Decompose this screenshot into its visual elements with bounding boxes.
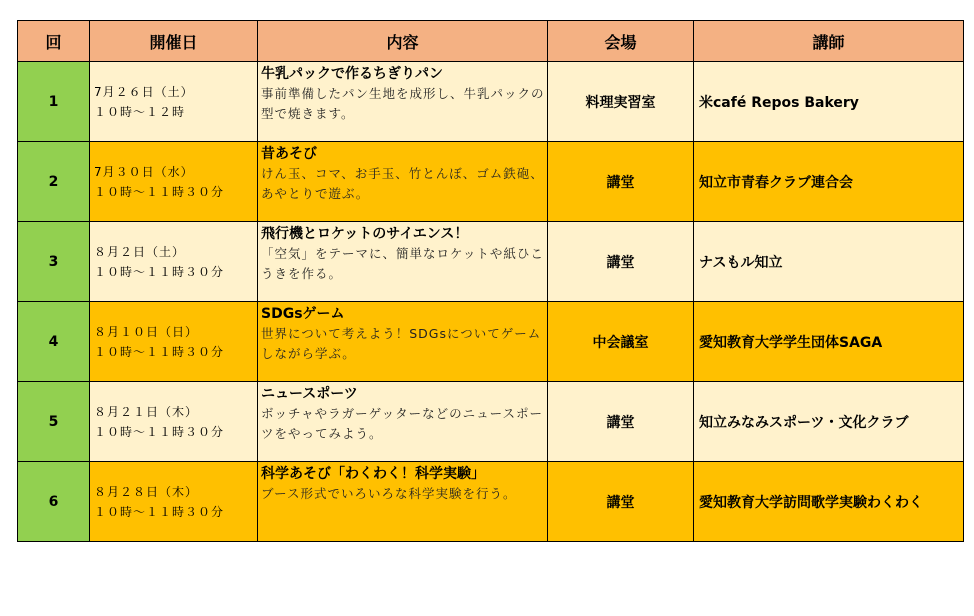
row-content (258, 382, 548, 462)
header-content: 内容 (258, 21, 548, 62)
row-instructor: 米café Repos Bakery (694, 62, 964, 142)
table-row (18, 462, 964, 542)
table-row (18, 62, 964, 142)
row-date (90, 62, 258, 142)
content-description: 事前準備したパン生地を成形し、牛乳パックの型で焼きます。 (261, 86, 545, 121)
row-instructor: 知立市青春クラブ連合会 (694, 142, 964, 222)
header-round: 回 (18, 21, 90, 62)
time-text: １０時～１１時３０分 (94, 264, 225, 279)
content-title: ニュースポーツ (261, 386, 358, 402)
date-text: 7月２６日（土） (94, 84, 194, 99)
row-date (90, 302, 258, 382)
table-row (18, 142, 964, 222)
content-title: SDGsゲーム (261, 306, 345, 322)
date-text: ８月１０日（日） (94, 324, 199, 339)
row-venue: 料理実習室 (548, 62, 694, 142)
row-venue: 講堂 (548, 382, 694, 462)
row-date (90, 222, 258, 302)
table-row (18, 302, 964, 382)
row-content (258, 462, 548, 542)
time-text: １０時～１１時３０分 (94, 184, 225, 199)
row-instructor: ナスもル知立 (694, 222, 964, 302)
header-venue: 会場 (548, 21, 694, 62)
schedule-table (17, 20, 964, 542)
row-number: 6 (18, 462, 90, 542)
row-content (258, 302, 548, 382)
content-description: けん玉、コマ、お手玉、竹とんぼ、ゴム鉄砲、あやとりで遊ぶ。 (261, 166, 544, 201)
row-content (258, 142, 548, 222)
time-text: １０時～１１時３０分 (94, 424, 225, 439)
time-text: １０時～１２時 (94, 104, 186, 119)
content-description: ボッチャやラガーゲッターなどのニュースポーツをやってみよう。 (261, 406, 544, 441)
row-date (90, 462, 258, 542)
date-text: ８月２８日（木） (94, 484, 199, 499)
content-title: 科学あそび「わくわく！科学実験」 (261, 466, 485, 482)
row-instructor: 愛知教育大学訪問歌学実験わくわく (694, 462, 964, 542)
row-number: 4 (18, 302, 90, 382)
header-row (18, 21, 964, 62)
row-venue: 中会議室 (548, 302, 694, 382)
row-number: 5 (18, 382, 90, 462)
row-number: 3 (18, 222, 90, 302)
content-description: 世界について考えよう！SDGsについてゲームしながら学ぶ。 (261, 326, 542, 361)
row-venue: 講堂 (548, 222, 694, 302)
row-date (90, 142, 258, 222)
content-title: 飛行機とロケットのサイエンス！ (261, 226, 469, 242)
header-instructor: 講師 (694, 21, 964, 62)
content-title: 牛乳パックで作るちぎりパン (261, 66, 443, 82)
table-row (18, 222, 964, 302)
content-description: 「空気」をテーマに、簡単なロケットや紙ひこうきを作る。 (261, 246, 544, 281)
row-venue: 講堂 (548, 142, 694, 222)
row-content (258, 62, 548, 142)
row-number: 2 (18, 142, 90, 222)
date-text: ８月２日（土） (94, 244, 186, 259)
time-text: １０時～１１時３０分 (94, 504, 225, 519)
content-description: ブース形式でいろいろな科学実験を行う。 (261, 486, 517, 501)
row-instructor: 愛知教育大学学生団体SAGA (694, 302, 964, 382)
row-number: 1 (18, 62, 90, 142)
table-row (18, 382, 964, 462)
row-content (258, 222, 548, 302)
date-text: ８月２１日（木） (94, 404, 199, 419)
row-instructor: 知立みなみスポーツ・文化クラブ (694, 382, 964, 462)
row-venue: 講堂 (548, 462, 694, 542)
row-date (90, 382, 258, 462)
date-text: 7月３０日（水） (94, 164, 194, 179)
time-text: １０時～１１時３０分 (94, 344, 225, 359)
content-title: 昔あそび (261, 146, 317, 162)
header-date: 開催日 (90, 21, 258, 62)
